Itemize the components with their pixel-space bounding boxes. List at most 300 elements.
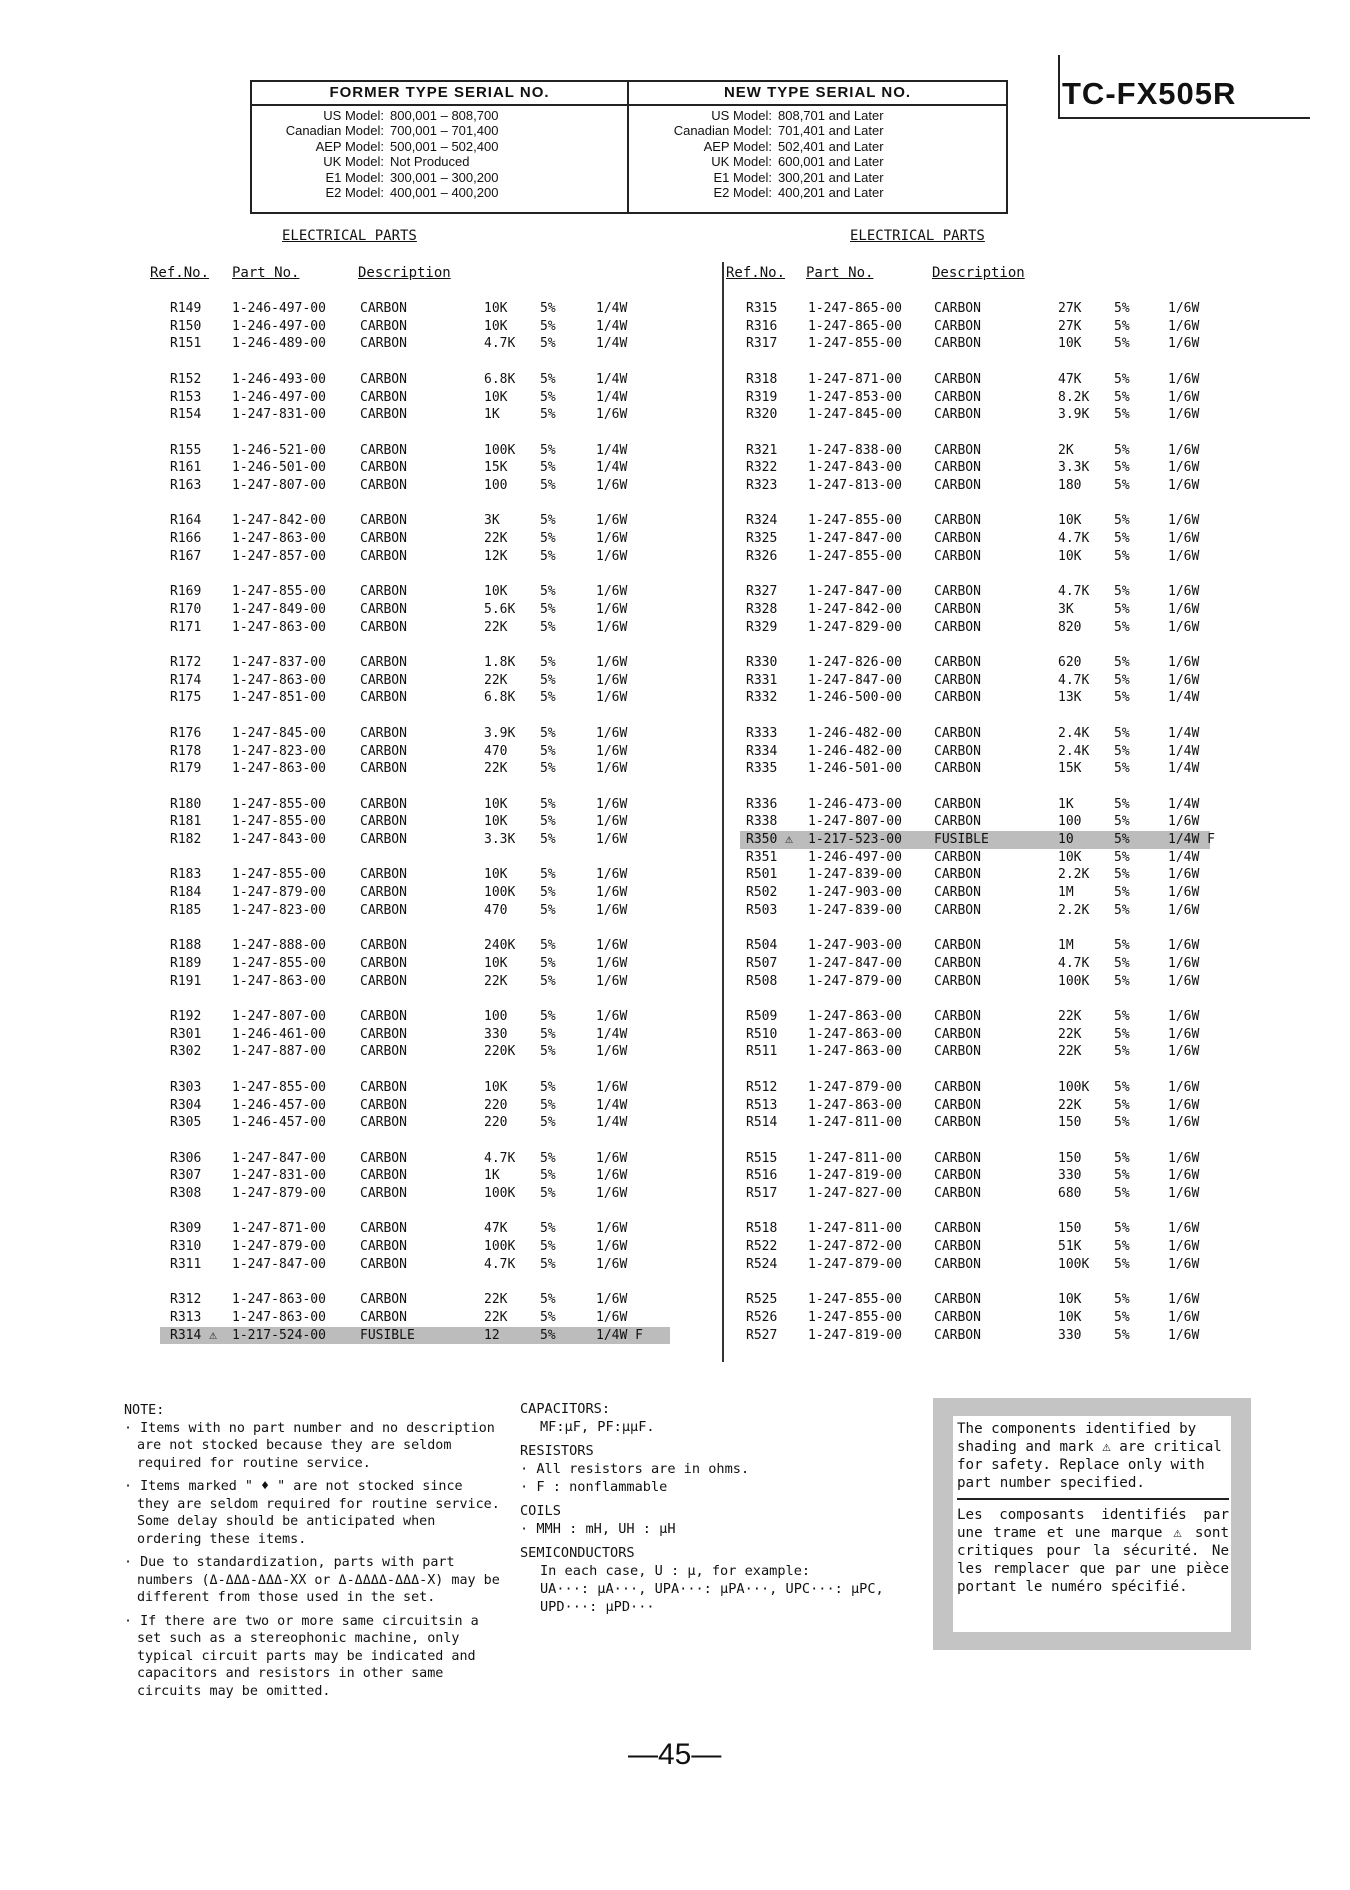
part-no: 1-247-871-00 xyxy=(232,1221,326,1237)
part-no: 1-247-839-00 xyxy=(808,867,902,883)
tolerance: 5% xyxy=(1114,1150,1130,1166)
value: 22K xyxy=(484,531,508,547)
ref-no: R167 xyxy=(170,548,202,564)
tolerance: 5% xyxy=(1114,336,1130,352)
model-number: TC-FX505R xyxy=(1062,76,1237,111)
part-no: 1-247-879-00 xyxy=(808,1079,902,1095)
description: CARBON xyxy=(360,1079,407,1095)
value: 330 xyxy=(1058,1327,1082,1343)
tolerance: 5% xyxy=(1114,513,1130,529)
description: CARBON xyxy=(934,548,981,564)
part-no: 1-247-879-00 xyxy=(808,973,902,989)
part-no: 1-247-847-00 xyxy=(808,672,902,688)
description: CARBON xyxy=(360,814,407,830)
value: 15K xyxy=(484,460,508,476)
value: 22K xyxy=(484,761,508,777)
description: CARBON xyxy=(360,832,407,847)
left-section-title: ELECTRICAL PARTS xyxy=(282,228,417,244)
description: CARBON xyxy=(360,885,407,901)
ref-no: R166 xyxy=(170,531,202,547)
serial-range: 400,201 and Later xyxy=(778,184,884,200)
part-no: 1-247-903-00 xyxy=(808,885,902,901)
description: CARBON xyxy=(360,389,407,405)
parts-row xyxy=(740,796,1210,814)
rating: 1/4W xyxy=(1168,761,1200,777)
rating: 1/6W xyxy=(596,1168,628,1184)
value: 12 xyxy=(484,1327,500,1343)
ref-no: R155 xyxy=(170,442,202,458)
parts-row xyxy=(740,1167,1210,1185)
former-serial-rows xyxy=(252,106,627,200)
value: 330 xyxy=(1058,1168,1082,1184)
ref-no: R507 xyxy=(746,955,778,971)
part-no: 1-246-501-00 xyxy=(808,761,902,777)
ref-no: R185 xyxy=(170,902,202,918)
part-no: 1-217-524-00 xyxy=(232,1327,326,1343)
ref-no: R150 xyxy=(170,318,202,334)
tolerance: 5% xyxy=(1114,1221,1130,1237)
value: 100K xyxy=(1058,1079,1090,1095)
parts-row xyxy=(160,725,670,743)
rating: 1/6W xyxy=(1168,478,1200,493)
tolerance: 5% xyxy=(540,1026,556,1042)
serial-model-label: E2 Model: xyxy=(713,184,772,200)
rating: 1/6W xyxy=(1168,407,1200,423)
description: CARBON xyxy=(934,1239,981,1255)
rating: 1/4W xyxy=(596,371,628,387)
serial-model-label: UK Model: xyxy=(711,154,772,170)
parts-row xyxy=(740,601,1210,619)
parts-row xyxy=(160,937,670,955)
part-no: 1-247-855-00 xyxy=(808,1292,902,1308)
rating: 1/6W xyxy=(1168,1044,1200,1060)
description: CARBON xyxy=(934,955,981,971)
left-header-part: Part No. xyxy=(232,265,300,281)
part-no: 1-247-843-00 xyxy=(808,460,902,476)
tolerance: 5% xyxy=(540,407,556,423)
ref-no: R324 xyxy=(746,513,778,529)
description: CARBON xyxy=(934,814,981,830)
part-no: 1-247-838-00 xyxy=(808,442,902,458)
description: CARBON xyxy=(934,371,981,387)
tolerance: 5% xyxy=(540,655,556,670)
description: CARBON xyxy=(934,301,981,316)
ref-no: R333 xyxy=(746,725,778,741)
description: CARBON xyxy=(934,761,981,777)
description: CARBON xyxy=(360,1097,407,1113)
parts-row xyxy=(160,477,670,495)
part-no: 1-247-855-00 xyxy=(232,1079,326,1095)
ref-no: R164 xyxy=(170,513,202,529)
part-no: 1-247-855-00 xyxy=(808,336,902,352)
page-number: —45— xyxy=(628,1738,722,1771)
value: 3.3K xyxy=(484,832,516,847)
ref-no: R163 xyxy=(170,478,202,493)
value: 1.8K xyxy=(484,655,516,670)
part-no: 1-247-855-00 xyxy=(808,513,902,529)
right-section-title: ELECTRICAL PARTS xyxy=(850,228,985,244)
description: CARBON xyxy=(360,407,407,423)
ref-no: R527 xyxy=(746,1327,778,1343)
parts-row xyxy=(160,689,670,707)
parts-row xyxy=(740,389,1210,407)
value: 100K xyxy=(484,1239,516,1255)
part-no: 1-246-497-00 xyxy=(232,389,326,405)
ref-no: R328 xyxy=(746,601,778,617)
rating: 1/6W xyxy=(1168,672,1200,688)
value: 4.7K xyxy=(1058,955,1090,971)
ref-no: R313 xyxy=(170,1309,202,1325)
serial-model-label: E1 Model: xyxy=(713,169,772,185)
parts-row xyxy=(160,1008,670,1026)
rating: 1/6W xyxy=(1168,601,1200,617)
ref-no: R169 xyxy=(170,584,202,600)
description: CARBON xyxy=(360,655,407,670)
parts-row xyxy=(160,1167,670,1185)
value: 10K xyxy=(484,301,508,316)
value: 10K xyxy=(1058,336,1082,352)
rating: 1/4W xyxy=(596,460,628,476)
rating: 1/6W xyxy=(596,796,628,812)
tolerance: 5% xyxy=(1114,442,1130,458)
parts-row xyxy=(740,672,1210,690)
description: CARBON xyxy=(934,1097,981,1113)
parts-row xyxy=(160,406,670,424)
serial-number-table xyxy=(250,80,1008,214)
parts-row xyxy=(160,335,670,353)
serial-range: 808,701 and Later xyxy=(778,108,884,123)
tolerance: 5% xyxy=(1114,1044,1130,1060)
value: 27K xyxy=(1058,318,1082,334)
serial-range: 800,001 – 808,700 xyxy=(390,108,499,123)
part-no: 1-247-863-00 xyxy=(808,1044,902,1060)
description: CARBON xyxy=(934,1150,981,1166)
ref-no: R172 xyxy=(170,655,202,670)
capacitors-title: CAPACITORS: xyxy=(520,1401,611,1417)
part-no: 1-247-847-00 xyxy=(808,531,902,547)
parts-row xyxy=(160,1097,670,1115)
rating: 1/6W xyxy=(596,867,628,883)
ref-no: R513 xyxy=(746,1097,778,1113)
parts-row xyxy=(740,1238,1210,1256)
parts-row xyxy=(740,1079,1210,1097)
tolerance: 5% xyxy=(1114,619,1130,635)
value: 10K xyxy=(1058,849,1082,865)
parts-row xyxy=(160,1150,670,1168)
parts-row xyxy=(740,530,1210,548)
tolerance: 5% xyxy=(540,725,556,741)
parts-row xyxy=(160,831,670,849)
rating: 1/6W xyxy=(1168,301,1200,316)
ref-no: R510 xyxy=(746,1026,778,1042)
parts-row xyxy=(740,548,1210,566)
tolerance: 5% xyxy=(540,548,556,564)
value: 100K xyxy=(484,442,516,458)
value: 1M xyxy=(1058,938,1074,954)
tolerance: 5% xyxy=(1114,655,1130,670)
parts-row xyxy=(740,902,1210,920)
rating: 1/4W xyxy=(596,1115,628,1131)
ref-no: R515 xyxy=(746,1150,778,1166)
ref-no: R315 xyxy=(746,301,778,316)
part-no: 1-247-887-00 xyxy=(232,1044,326,1060)
ref-no: R153 xyxy=(170,389,202,405)
part-no: 1-247-863-00 xyxy=(232,672,326,688)
tolerance: 5% xyxy=(540,1079,556,1095)
description: CARBON xyxy=(360,1239,407,1255)
tolerance: 5% xyxy=(540,460,556,476)
parts-row xyxy=(740,1114,1210,1132)
description: CARBON xyxy=(934,1256,981,1272)
ref-no: R174 xyxy=(170,672,202,688)
part-no: 1-247-879-00 xyxy=(232,1186,326,1201)
ref-no: R184 xyxy=(170,885,202,901)
tolerance: 5% xyxy=(540,938,556,954)
part-no: 1-247-871-00 xyxy=(808,371,902,387)
serial-range: 300,001 – 300,200 xyxy=(390,169,499,185)
safety-notice-box xyxy=(953,1416,1231,1632)
rating: 1/6W xyxy=(596,743,628,759)
rating: 1/6W xyxy=(1168,1292,1200,1308)
value: 470 xyxy=(484,743,508,759)
tolerance: 5% xyxy=(1114,725,1130,741)
ref-no: R192 xyxy=(170,1009,202,1024)
parts-row xyxy=(740,1309,1210,1327)
value: 100 xyxy=(484,1009,508,1024)
tolerance: 5% xyxy=(540,902,556,918)
part-no: 1-247-813-00 xyxy=(808,478,902,493)
rating: 1/6W xyxy=(596,531,628,547)
ref-no: R524 xyxy=(746,1256,778,1272)
rating: 1/6W xyxy=(596,761,628,777)
description: CARBON xyxy=(934,407,981,423)
description: CARBON xyxy=(360,955,407,971)
ref-no: R317 xyxy=(746,336,778,352)
description: CARBON xyxy=(360,336,407,352)
parts-row xyxy=(740,406,1210,424)
part-no: 1-246-500-00 xyxy=(808,690,902,706)
rating: 1/6W xyxy=(1168,902,1200,918)
rating: 1/6W xyxy=(596,619,628,635)
description: CARBON xyxy=(360,725,407,741)
rating: 1/6W xyxy=(596,938,628,954)
left-header-ref: Ref.No. xyxy=(150,265,210,281)
description: CARBON xyxy=(934,584,981,600)
value: 1K xyxy=(484,1168,500,1184)
parts-row xyxy=(740,371,1210,389)
semiconductors-line: In each case, U : µ, for example: xyxy=(540,1563,811,1579)
part-no: 1-247-851-00 xyxy=(232,690,326,706)
serial-range: 502,401 and Later xyxy=(778,138,884,154)
parts-row xyxy=(160,866,670,884)
value: 51K xyxy=(1058,1239,1082,1255)
tolerance: 5% xyxy=(1114,407,1130,423)
tolerance: 5% xyxy=(1114,371,1130,387)
tolerance: 5% xyxy=(540,955,556,971)
ref-no: R338 xyxy=(746,814,778,830)
description: CARBON xyxy=(934,655,981,670)
description: CARBON xyxy=(934,601,981,617)
tolerance: 5% xyxy=(1114,1115,1130,1131)
rating: 1/6W xyxy=(1168,938,1200,954)
value: 680 xyxy=(1058,1186,1082,1201)
part-no: 1-247-853-00 xyxy=(808,389,902,405)
ref-no: R178 xyxy=(170,743,202,759)
coils-title: COILS xyxy=(520,1503,561,1519)
tolerance: 5% xyxy=(1114,1168,1130,1184)
tolerance: 5% xyxy=(1114,1026,1130,1042)
value: 10K xyxy=(484,318,508,334)
value: 470 xyxy=(484,902,508,918)
description: CARBON xyxy=(360,318,407,334)
tolerance: 5% xyxy=(1114,389,1130,405)
value: 10K xyxy=(1058,1309,1082,1325)
description: CARBON xyxy=(934,725,981,741)
value: 220 xyxy=(484,1097,508,1113)
tolerance: 5% xyxy=(540,832,556,847)
former-serial-column xyxy=(252,82,629,212)
ref-no: R323 xyxy=(746,478,778,493)
description: CARBON xyxy=(934,619,981,635)
new-serial-column xyxy=(629,82,1006,212)
ref-no: R318 xyxy=(746,371,778,387)
description: CARBON xyxy=(360,1044,407,1060)
tolerance: 5% xyxy=(540,336,556,352)
description: CARBON xyxy=(934,1327,981,1343)
description: CARBON xyxy=(360,548,407,564)
value: 22K xyxy=(484,619,508,635)
part-no: 1-247-879-00 xyxy=(232,885,326,901)
semiconductors-line: UPD···: µPD··· xyxy=(540,1599,655,1615)
description: CARBON xyxy=(934,336,981,352)
rating: 1/6W xyxy=(596,1292,628,1308)
serial-model-label: AEP Model: xyxy=(703,138,772,154)
ref-no: R332 xyxy=(746,690,778,706)
serial-row xyxy=(252,108,627,123)
tolerance: 5% xyxy=(1114,973,1130,989)
tolerance: 5% xyxy=(540,301,556,316)
rating: 1/6W xyxy=(1168,1097,1200,1113)
rating: 1/6W xyxy=(596,690,628,706)
tolerance: 5% xyxy=(540,796,556,812)
rating: 1/6W xyxy=(1168,548,1200,564)
part-no: 1-247-879-00 xyxy=(808,1256,902,1272)
tolerance: 5% xyxy=(540,1168,556,1184)
ref-no: R326 xyxy=(746,548,778,564)
value: 22K xyxy=(1058,1009,1082,1024)
rating: 1/6W xyxy=(596,725,628,741)
value: 22K xyxy=(1058,1026,1082,1042)
description: CARBON xyxy=(934,318,981,334)
parts-row xyxy=(160,442,670,460)
rating: 1/6W xyxy=(1168,1009,1200,1024)
right-header-ref: Ref.No. xyxy=(726,265,786,281)
part-no: 1-247-849-00 xyxy=(232,601,326,617)
new-serial-rows xyxy=(629,106,1006,200)
parts-row xyxy=(740,831,1215,849)
part-no: 1-247-863-00 xyxy=(808,1097,902,1113)
ref-no: R330 xyxy=(746,655,778,670)
parts-row xyxy=(740,1256,1210,1274)
rating: 1/6W xyxy=(596,1221,628,1237)
part-no: 1-246-497-00 xyxy=(232,318,326,334)
description: CARBON xyxy=(360,1009,407,1024)
part-no: 1-247-807-00 xyxy=(808,814,902,830)
ref-no: R309 xyxy=(170,1221,202,1237)
value: 4.7K xyxy=(1058,584,1090,600)
description: CARBON xyxy=(360,513,407,529)
rating: 1/4W F xyxy=(596,1327,643,1343)
ref-no: R161 xyxy=(170,460,202,476)
part-no: 1-247-819-00 xyxy=(808,1327,902,1343)
parts-row xyxy=(740,1185,1210,1203)
note-title: NOTE: xyxy=(124,1403,165,1418)
description: CARBON xyxy=(934,690,981,706)
value: 12K xyxy=(484,548,508,564)
description: FUSIBLE xyxy=(360,1327,415,1343)
description: CARBON xyxy=(360,601,407,617)
value: 620 xyxy=(1058,655,1082,670)
serial-row xyxy=(629,185,1006,200)
rating: 1/6W xyxy=(1168,1309,1200,1325)
part-no: 1-247-865-00 xyxy=(808,301,902,316)
part-no: 1-247-829-00 xyxy=(808,619,902,635)
parts-row xyxy=(160,796,670,814)
part-no: 1-247-855-00 xyxy=(232,867,326,883)
description: CARBON xyxy=(934,867,981,883)
rating: 1/4W xyxy=(596,389,628,405)
rating: 1/6W xyxy=(596,1079,628,1095)
parts-row xyxy=(740,318,1210,336)
part-no: 1-247-903-00 xyxy=(808,938,902,954)
value: 3K xyxy=(1058,601,1074,617)
parts-row xyxy=(740,1043,1210,1061)
serial-row xyxy=(629,139,1006,154)
value: 10K xyxy=(484,796,508,812)
rating: 1/6W xyxy=(596,885,628,901)
value: 10K xyxy=(484,389,508,405)
ref-no: R325 xyxy=(746,531,778,547)
rating: 1/6W xyxy=(1168,814,1200,830)
description: CARBON xyxy=(934,796,981,812)
part-no: 1-247-847-00 xyxy=(232,1256,326,1272)
description: CARBON xyxy=(360,1026,407,1042)
rating: 1/6W xyxy=(1168,513,1200,529)
part-no: 1-247-826-00 xyxy=(808,655,902,670)
semiconductors-line: UA···: µA···, UPA···: µPA···, UPC···: µPC, xyxy=(540,1581,884,1597)
tolerance: 5% xyxy=(1114,672,1130,688)
tolerance: 5% xyxy=(1114,1309,1130,1325)
value: 22K xyxy=(1058,1044,1082,1060)
ref-no: R320 xyxy=(746,407,778,423)
ref-no: R149 xyxy=(170,301,202,316)
rating: 1/6W xyxy=(596,1309,628,1325)
ref-no: R504 xyxy=(746,938,778,954)
tolerance: 5% xyxy=(1114,955,1130,971)
part-no: 1-246-457-00 xyxy=(232,1115,326,1131)
description: CARBON xyxy=(934,1115,981,1131)
tolerance: 5% xyxy=(1114,796,1130,812)
part-no: 1-247-863-00 xyxy=(232,1292,326,1308)
tolerance: 5% xyxy=(540,478,556,493)
parts-row xyxy=(740,1097,1210,1115)
value: 10K xyxy=(484,867,508,883)
description: CARBON xyxy=(934,513,981,529)
part-no: 1-246-489-00 xyxy=(232,336,326,352)
ref-no: R152 xyxy=(170,371,202,387)
description: CARBON xyxy=(934,849,981,865)
description: CARBON xyxy=(360,796,407,812)
